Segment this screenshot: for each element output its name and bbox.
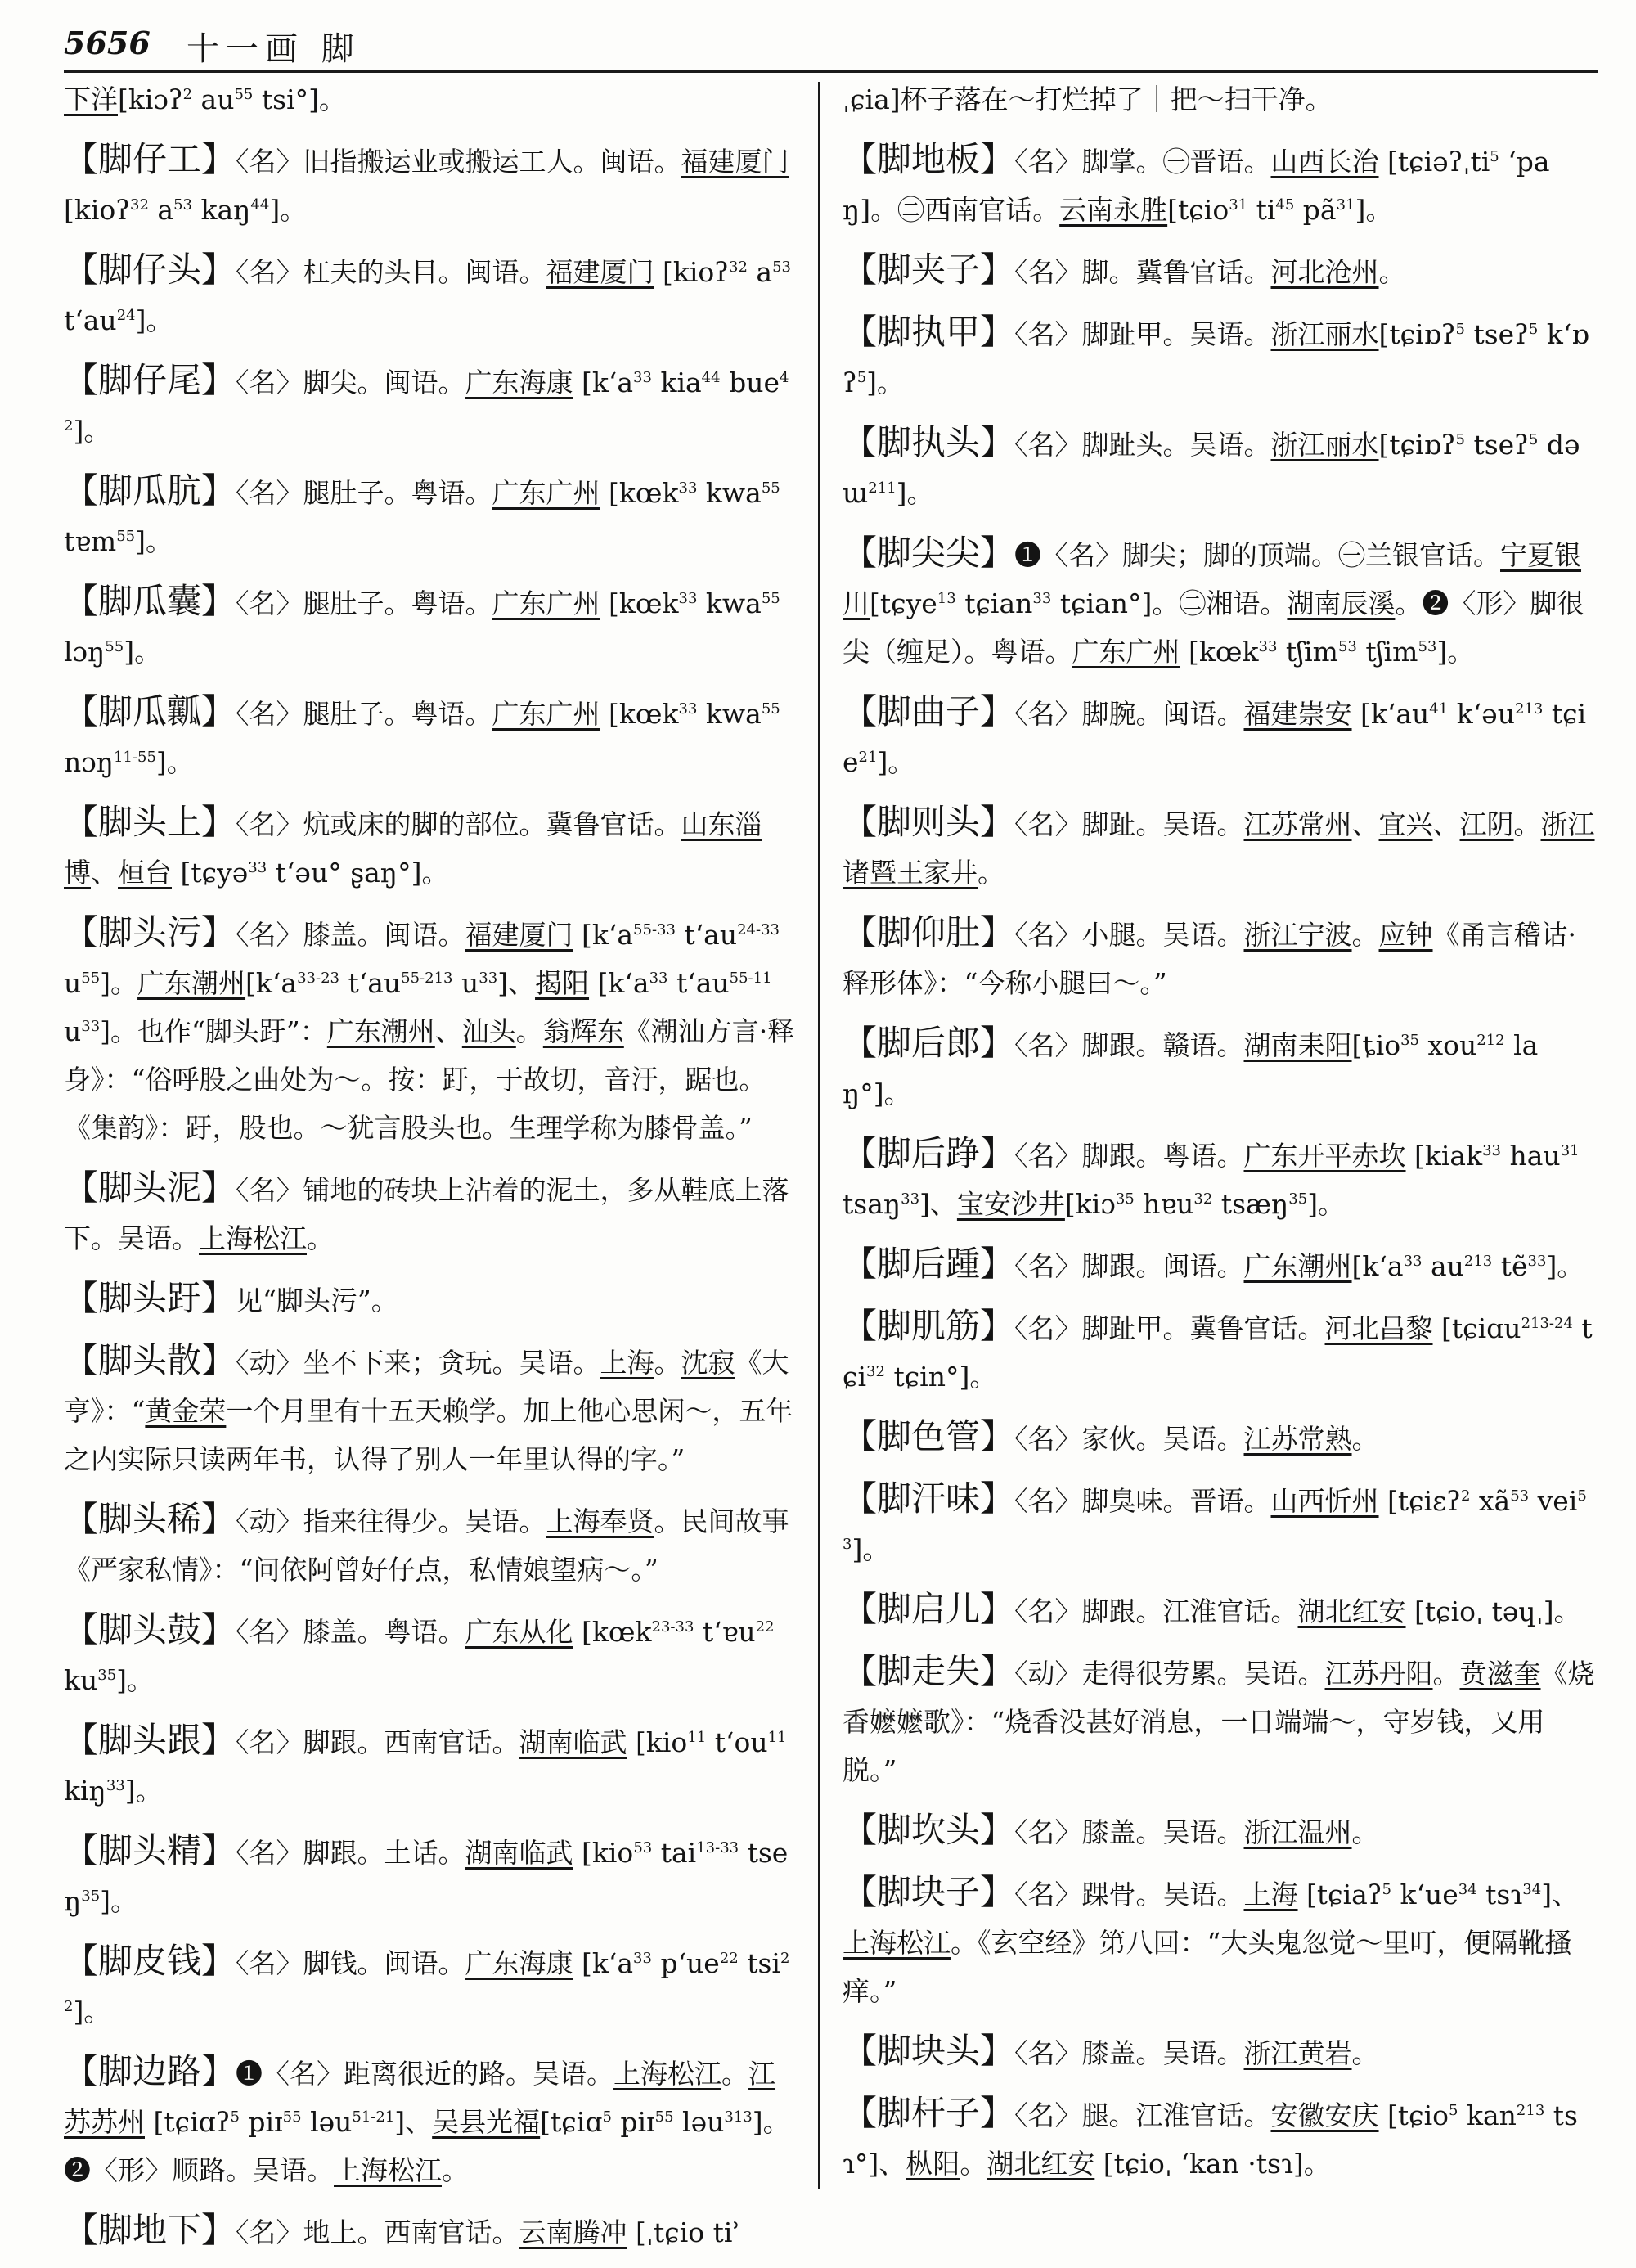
dictionary-entry (64, 908, 796, 1152)
entry-headword: 【脚头精】 (64, 1830, 236, 1870)
entry-headword: 【脚头污】 (64, 912, 236, 952)
dictionary-entry (843, 418, 1598, 517)
entry-headword: 【脚后郎】 (843, 1023, 1015, 1063)
dictionary-entry (843, 135, 1598, 234)
dictionary-entry (64, 1495, 796, 1594)
entry-headword: 【脚走失】 (843, 1651, 1015, 1691)
dictionary-entry (843, 1412, 1598, 1463)
dictionary-entry (843, 1240, 1598, 1290)
dictionary-entry (843, 1585, 1598, 1636)
entry-definition: 〈名〉脚跟。赣语。湖南耒阳[ȶio$^{35}$ xou$^{212}$ laŋ°]。 (843, 1029, 1539, 1109)
dictionary-entry (843, 1806, 1598, 1856)
entry-headword: 【脚边路】 (64, 2051, 236, 2091)
dictionary-entry (843, 2027, 1598, 2077)
entry-definition: 〈名〉地上。西南官话。云南腾冲 [ˌtɕio tiʾ (236, 2216, 741, 2248)
entry-definition: 下洋[kiɔʔ$^2$ $au^{55}$ tsi°]。 (64, 83, 347, 115)
entry-headword: 【脚仰肚】 (843, 912, 1015, 952)
entry-definition: 〈名〉脚趾。吴语。江苏常州、宜兴、江阴。浙江诸暨王家井。 (843, 808, 1595, 889)
entry-headword: 【脚头趶】 (64, 1278, 236, 1318)
entry-definition: 〈动〉坐不下来；贪玩。吴语。上海。沈寂《大亨》：“黄金荣一个月里有十五天赖学。加上他心思闲～，五年之内实际只读两年书，认得了别人一年里认得的字。” (64, 1347, 793, 1475)
entry-definition: 〈名〉脚跟。江淮官话。湖北红安 [tɕioˌ təɥˌ]。 (1014, 1595, 1581, 1627)
entry-definition: 〈名〉脚尖。闽语。广东海康 [kʻa$^{33}$ kia$^{44}$ bue$^{42}$]。 (64, 367, 789, 447)
entry-headword: 【脚头稀】 (64, 1499, 236, 1539)
entry-headword: 【脚曲子】 (843, 691, 1015, 731)
dictionary-entry (64, 1937, 796, 2036)
entry-headword: 【脚瓜囊】 (64, 581, 236, 621)
entry-headword: 【脚坎头】 (843, 1810, 1015, 1850)
entry-definition: 〈名〉脚跟。土话。湖南临武 [kio$^{53}$ tai$^{13-33}$ tseŋ$^{35}$]。 (64, 1837, 789, 1917)
entry-definition: ❶〈名〉脚尖；脚的顶端。㊀兰银官话。宁夏银川[tɕye$^{13}$ tɕian$^{33}$ tɕian°]。㊁湘语。湖南辰溪。❷〈形〉脚很尖（缠足）。粤语。广东广州 [kœk$^{33}$ tʃim$^{53}$ tʃim$^{53}$]。 (843, 539, 1584, 668)
entry-headword: 【脚夹子】 (843, 250, 1015, 290)
entry-headword: 【脚块头】 (843, 2031, 1015, 2071)
entry-definition: 〈名〉踝骨。吴语。上海 [tɕiaʔ$^5$ kʻue$^{34}$ tsɿ$^{34}$]、上海松江。《玄空经》第八回：“大头鬼忽觉～里叮，便隔靴搔痒。” (843, 1879, 1580, 2007)
entry-headword: 【脚块子】 (843, 1872, 1015, 1912)
dictionary-entry (64, 1605, 796, 1704)
dictionary-entry (843, 245, 1598, 296)
entry-definition: 〈名〉家伙。吴语。江苏常熟。 (1014, 1423, 1379, 1455)
entry-definition: 〈名〉膝盖。吴语。浙江温州。 (1014, 1816, 1379, 1848)
entry-definition: 见“脚头污”。 (236, 1285, 398, 1316)
entry-definition: 〈名〉小腿。吴语。浙江宁波。应钟《甬言稽诂·释形体》：“今称小腿曰～。” (843, 919, 1577, 999)
entry-definition: 〈名〉脚跟。闽语。广东潮州[kʻa$^{33}$ $au^{213}$ tẽ$^{33}$]。 (1014, 1250, 1584, 1282)
dictionary-entry (64, 2206, 796, 2257)
dictionary-entry (64, 466, 796, 565)
dictionary-entry (843, 75, 1598, 124)
entry-headword: 【脚瓜瓤】 (64, 691, 236, 731)
entry-definition: 〈名〉腿肚子。粤语。广东广州 [kœk$^{33}$ kwa$^{55}$ nɔŋ$^{11-55}$]。 (64, 698, 780, 778)
entry-definition: ˌɕia]杯子落在～打烂掉了｜把～扫干净。 (843, 83, 1333, 115)
entry-definition: 〈名〉腿肚子。粤语。广东广州 [kœk$^{33}$ kwa$^{55}$ lɔŋ$^{55}$]。 (64, 587, 780, 668)
entry-definition: 〈名〉炕或床的脚的部位。冀鲁官话。山东淄博、桓台 [tɕyə$^{33}$ tʻəu° ʂaŋ°]。 (64, 808, 762, 889)
dictionary-entry (843, 1474, 1598, 1573)
entry-definition: 〈动〉走得很劳累。吴语。江苏丹阳。贲滋奎《烧香嬷嬷歌》：“烧香没甚好消息，一日端端～，守岁钱，又用脱。” (843, 1658, 1595, 1786)
entry-headword: 【脚头鼓】 (64, 1609, 236, 1649)
entry-headword: 【脚执甲】 (843, 312, 1015, 352)
dictionary-entry (64, 687, 796, 786)
entry-headword: 【脚地板】 (843, 139, 1015, 179)
dictionary-entry (843, 529, 1598, 676)
left-column (64, 75, 796, 2268)
entry-definition: 〈名〉膝盖。粤语。广东从化 [kœk$^{23-33}$ tʻɐu$^{22}$ $ku^{35}$]。 (64, 1616, 775, 1696)
entry-headword: 【脚尖尖】 (843, 533, 1015, 573)
entry-headword: 【脚地下】 (64, 2210, 236, 2250)
dictionary-entry (843, 308, 1598, 407)
dictionary-entry (64, 75, 796, 124)
entry-headword: 【脚杆子】 (843, 2093, 1015, 2133)
entry-headword: 【脚执头】 (843, 422, 1015, 462)
entry-definition: 〈名〉膝盖。吴语。浙江黄岩。 (1014, 2037, 1379, 2069)
dictionary-entry (843, 1868, 1598, 2015)
dictionary-entry (843, 1302, 1598, 1401)
entry-definition: 〈名〉铺地的砖块上沾着的泥土，多从鞋底上落下。吴语。上海松江。 (64, 1174, 789, 1254)
dictionary-entry (64, 135, 796, 234)
dictionary-entry (843, 1019, 1598, 1118)
entry-definition: 〈名〉脚腕。闽语。福建崇安 [kʻau$^{41}$ kʻəu$^{213}$ tɕie$^{21}$]。 (843, 698, 1587, 778)
entry-headword: 【脚头跟】 (64, 1720, 236, 1760)
page-number: 5656 (64, 25, 151, 61)
dictionary-entry (64, 798, 796, 897)
dictionary-entry (843, 1129, 1598, 1228)
entry-definition: 〈名〉脚。冀鲁官话。河北沧州。 (1014, 256, 1406, 288)
column-divider (818, 82, 820, 2189)
entry-definition: 〈动〉指来往得少。吴语。上海奉贤。民间故事《严家私情》：“问依阿曾好仔点，私情娘望病～。” (64, 1505, 789, 1586)
entry-headword: 【脚启儿】 (843, 1589, 1015, 1629)
entry-headword: 【脚则头】 (843, 802, 1015, 842)
entry-headword: 【脚肌筋】 (843, 1306, 1015, 1346)
entry-headword: 【脚头上】 (64, 802, 236, 842)
entry-definition: 〈名〉脚跟。西南官话。湖南临武 [kio$^{11}$ tʻou$^{11}$ kiŋ$^{33}$]。 (64, 1726, 787, 1807)
entry-definition: 〈名〉脚趾甲。冀鲁官话。河北昌黎 [tɕiɑu$^{213-24}$ tɕi$^{32}$ tɕin°]。 (843, 1312, 1593, 1393)
right-column (843, 75, 1598, 2199)
entry-headword: 【脚头散】 (64, 1340, 236, 1380)
entry-headword: 【脚后踭】 (843, 1133, 1015, 1173)
entry-definition: 〈名〉膝盖。闽语。福建厦门 [kʻa$^{55-33}$ tʻau$^{24-33}$ $u^{55}$]。广东潮州[kʻa$^{33-23}$ tʻau$^{55-213}$ $u^{33}$]、揭阳 [kʻa$^{33}$ tʻau$^{55-11}$ $u^{33}$]。也作“脚头趶”：广东潮州、汕头。翁辉东《潮汕方言·释身》：“俗呼股之曲处为～。按：趶，于故切，音汙，踞也。《集韵》：趶，股也。～犹言股头也。生理学称为膝骨盖。” (64, 919, 795, 1144)
entry-headword: 【脚仔头】 (64, 250, 236, 290)
dictionary-entry (64, 1336, 796, 1483)
dictionary-entry (64, 577, 796, 676)
dictionary-entry (843, 798, 1598, 897)
page-header (64, 21, 1598, 73)
entry-definition: 〈名〉脚趾头。吴语。浙江丽水[tɕiɒʔ$^5$ tseʔ$^5$ dəɯ$^{211}$]。 (843, 429, 1580, 509)
entry-definition: 〈名〉脚臭味。晋语。山西忻州 [tɕiɛʔ$^2$ $xã^{53}$ vei$^{53}$]。 (843, 1485, 1587, 1565)
entry-headword: 【脚汗味】 (843, 1478, 1015, 1519)
dictionary-entry (64, 1274, 796, 1325)
entry-headword: 【脚瓜肮】 (64, 470, 236, 511)
dictionary-entry (64, 1826, 796, 1925)
entry-definition: 〈名〉杠夫的头目。闽语。福建厦门 [kioʔ$^{32}$ $a^{53}$ tʻau$^{24}$]。 (64, 256, 791, 336)
dictionary-entry (843, 687, 1598, 786)
entry-headword: 【脚仔工】 (64, 139, 236, 179)
entry-definition: 〈名〉腿。江淮官话。安徽安庆 [tɕio$^5$ kan$^{213}$ tsɿ°]、枞阳。湖北红安 [tɕioˌ ʻkan ·tsɿ]。 (843, 2099, 1578, 2180)
dictionary-entry (64, 2047, 796, 2194)
dictionary-entry (64, 1716, 796, 1815)
entry-definition: 〈名〉脚趾甲。吴语。浙江丽水[tɕiɒʔ$^5$ tseʔ$^5$ kʻɒʔ$^5$]。 (843, 318, 1589, 398)
dictionary-entry (843, 908, 1598, 1007)
entry-definition: 〈名〉脚跟。粤语。广东开平赤坎 [kiak$^{33}$ hau$^{31}$ tsaŋ$^{33}$]、宝安沙井[kiɔ$^{35}$ hɐu$^{32}$ tsæŋ$^{35}$]。 (843, 1140, 1580, 1220)
entry-definition: 〈名〉脚钱。闽语。广东海康 [kʻa$^{33}$ pʻue$^{22}$ tsi$^{22}$]。 (64, 1947, 790, 2027)
entry-headword: 【脚仔尾】 (64, 360, 236, 400)
entry-headword: 【脚头泥】 (64, 1168, 236, 1208)
dictionary-entry (64, 356, 796, 455)
entry-headword: 【脚色管】 (843, 1416, 1015, 1456)
page-header-title: 十一画 脚 (187, 30, 361, 68)
entry-definition: 〈名〉腿肚子。粤语。广东广州 [kœk$^{33}$ kwa$^{55}$ tɐm$^{55}$]。 (64, 477, 780, 557)
dictionary-entry (64, 1163, 796, 1262)
entry-headword: 【脚皮钱】 (64, 1941, 236, 1981)
dictionary-entry (64, 245, 796, 344)
dictionary-entry (843, 2089, 1598, 2188)
entry-definition: 〈名〉旧指搬运业或搬运工人。闽语。福建厦门 [kioʔ$^{32}$ $a^{53}$ kaŋ$^{44}$]。 (64, 146, 789, 226)
dictionary-entry (843, 1647, 1598, 1794)
entry-definition: 〈名〉脚掌。㊀晋语。山西长治 [tɕiəʔˌti$^5$ ʻpaŋ]。㊁西南官话。云南永胜[tɕio$^{31}$ $ti^{45}$ $pã^{31}$]。 (843, 146, 1550, 226)
entry-definition: ❶〈名〉距离很近的路。吴语。上海松江。江苏苏州 [tɕiɑʔ$^5$ piɪ$^{55}$ ləu$^{51-21}$]、吴县光福[tɕiɑ$^5$ piɪ$^{55}$ ləu$^{313}$]。❷〈形〉顺路。吴语。上海松江。 (64, 2058, 790, 2186)
entry-headword: 【脚后踵】 (843, 1244, 1015, 1284)
